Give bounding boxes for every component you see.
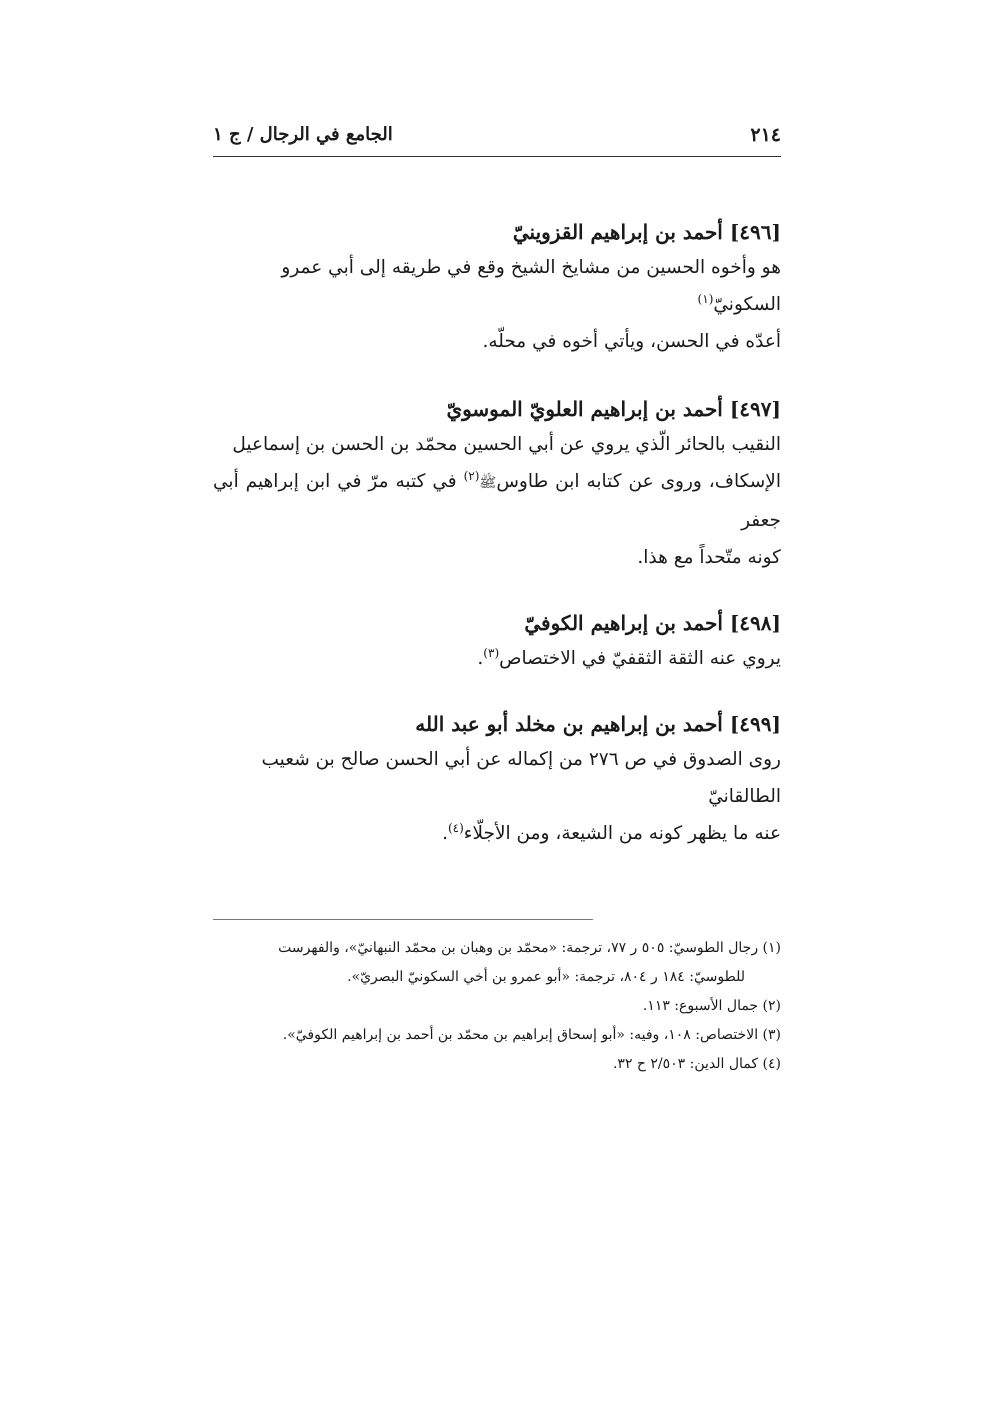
- footnote-separator: [213, 919, 593, 920]
- footnote-text: (٣) الاختصاص: ١٠٨، وفيه: «أبو إسحاق إبراهيم بن محمّد بن أحمد بن إبراهيم الكوفيّ».: [282, 1027, 781, 1043]
- entry-line: في كتبه مرّ في ابن إبراهيم أبي جعفر: [213, 471, 781, 531]
- entry-line: أعدّه في الحسن، ويأتي أخوه في محلّه.: [482, 331, 781, 352]
- entry-heading: [٤٩٩] أحمد بن إبراهيم بن مخلد أبو عبد الله: [415, 712, 781, 736]
- entry-499: [213, 707, 781, 852]
- footnote-reference[interactable]: (٤): [447, 820, 464, 835]
- entry-497: [213, 392, 781, 576]
- footnotes: [213, 934, 781, 1079]
- footnote-reference[interactable]: (٢): [463, 468, 480, 483]
- entry-text: روى الصدوق في ص ٢٧٦ من إكماله عن أبي الحسن صالح بن شعيب الطالقانيّ عنه ما يظهر كونه من الشيعة، ومن الأجلّاء$^{(٤)}$.: [261, 749, 781, 844]
- entry-heading: [٤٩٧] أحمد بن إبراهيم العلويّ الموسويّ: [446, 397, 781, 421]
- footnote-text-continued: للطوسيّ: ١٨٤ ر ٨٠٤، ترجمة: «أبو عمرو بن أخي السكونيّ البصريّ».: [347, 969, 745, 985]
- entry-line: هو وأخوه الحسين من مشايخ الشيخ وقع في طريقه إلى أبي عمرو السكونيّ: [281, 257, 781, 315]
- entry-line: عنه ما يظهر كونه من الشيعة، ومن الأجلّاء: [463, 823, 781, 844]
- entry-text: يروي عنه الثقة الثقفيّ في الاختصاص$^{(٣)}$.: [477, 645, 781, 669]
- footnote-1: [213, 934, 781, 992]
- footnote-reference[interactable]: (٣): [483, 645, 500, 660]
- footnote-text: (١) رجال الطوسيّ: ٥٠٥ ر ٧٧، ترجمة: «محمّد بن وهبان بن محمّد النبهانيّ»، والفهرست: [278, 940, 781, 956]
- footnote-2: [213, 992, 781, 1021]
- entry-heading: [٤٩٨] أحمد بن إبراهيم الكوفيّ: [524, 611, 781, 635]
- footnote-3: [213, 1021, 781, 1050]
- entry-496: [213, 215, 781, 360]
- entry-line: كونه متّحداً مع هذا.: [637, 547, 781, 568]
- entry-line: يروي عنه الثقة الثقفيّ في الاختصاص: [499, 648, 781, 669]
- footnote-4: [213, 1050, 781, 1079]
- footnote-text: (٤) كمال الدين: ٢/٥٠٣ ح ٣٢.: [612, 1056, 781, 1072]
- page-body: [213, 110, 781, 852]
- entry-line: روى الصدوق في ص ٢٧٦ من إكماله عن أبي الحسن صالح بن شعيب الطالقانيّ: [261, 749, 781, 807]
- entry-498: [213, 606, 781, 677]
- entry-heading: [٤٩٦] أحمد بن إبراهيم القزوينيّ: [512, 220, 781, 244]
- running-title: الجامع في الرجال / ج ١: [213, 124, 393, 145]
- footnote-text: (٢) جمال الأسبوع: ١١٣.: [642, 998, 781, 1014]
- footnote-reference[interactable]: (١): [697, 291, 714, 306]
- entry-text: [213, 249, 781, 360]
- entry-line: النقيب بالحائر الّذي يروي عن أبي الحسين محمّد بن الحسن بن إسماعيل: [232, 434, 781, 455]
- page-header: [213, 110, 781, 157]
- entry-text: [213, 426, 781, 576]
- honorific-glyph: ﷺ: [479, 475, 497, 491]
- page-number: ٢١٤: [750, 124, 781, 146]
- entry-line: الإسكاف، وروى عن كتابه ابن طاوس: [496, 471, 782, 492]
